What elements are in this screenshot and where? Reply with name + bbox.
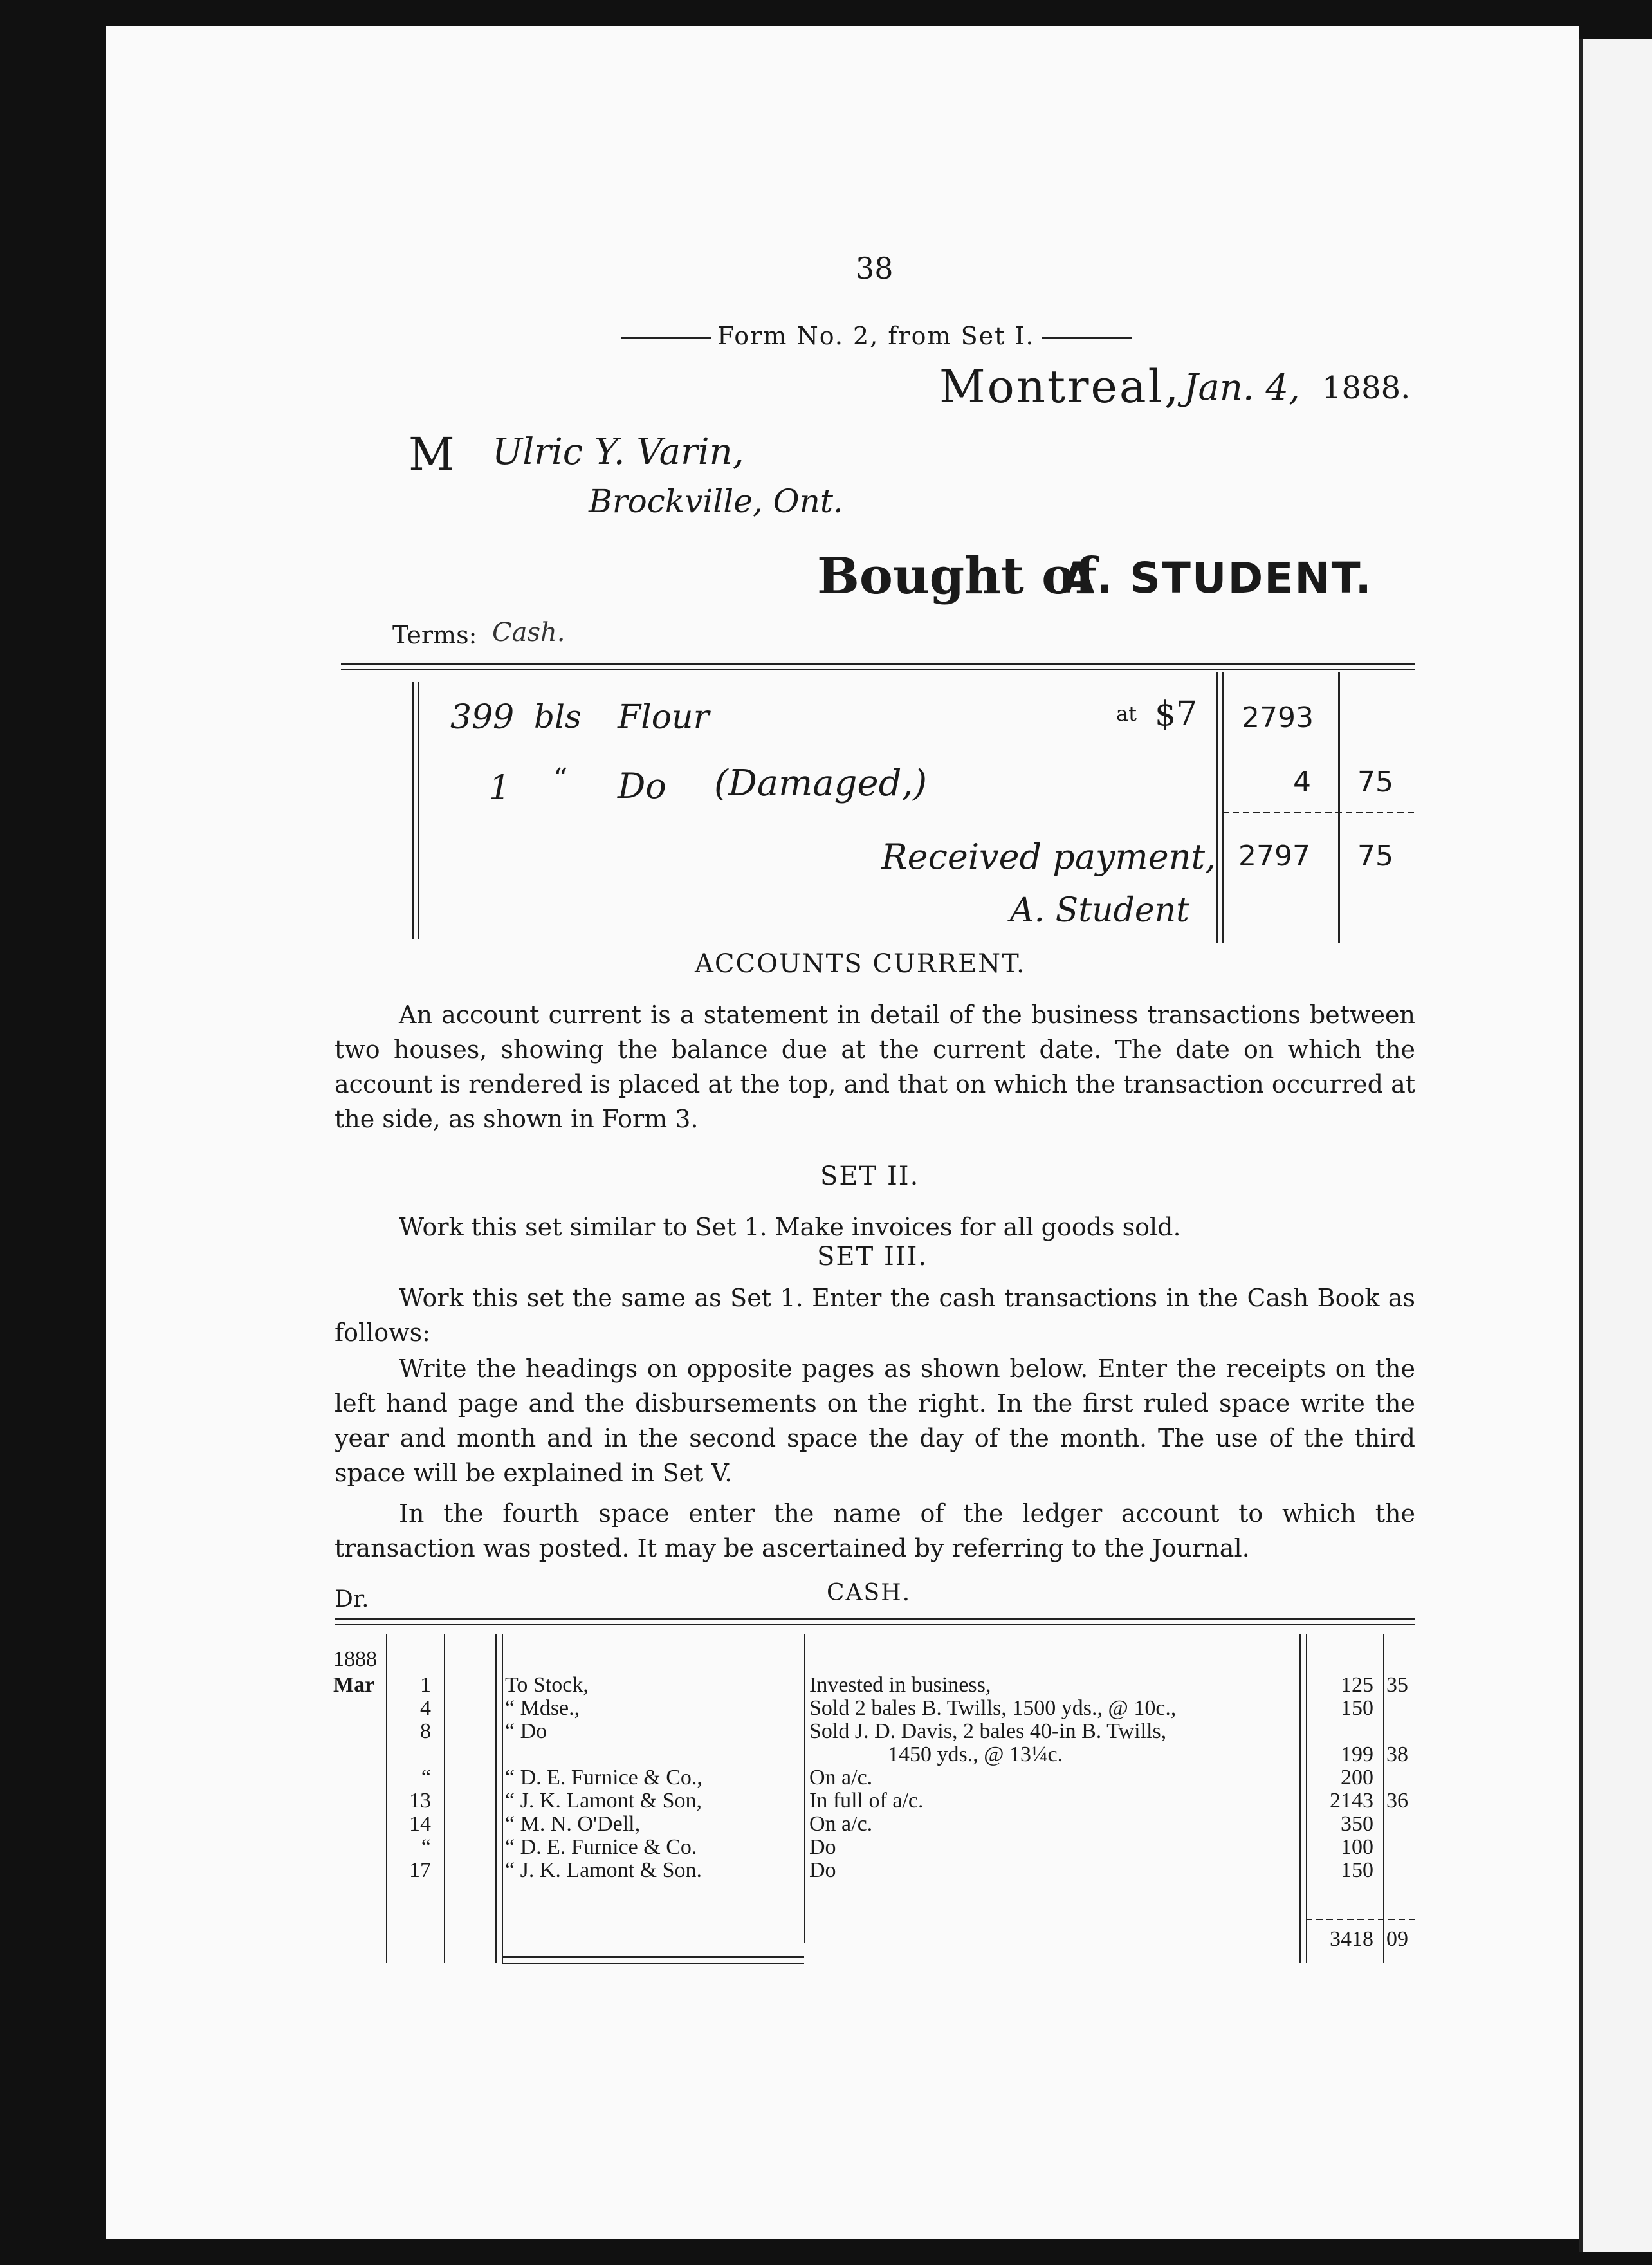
accounts-current-paragraph [335,997,1415,1136]
set-iii-paragraph-2 [335,1351,1415,1490]
cash-heading: CASH. [827,1580,912,1606]
cash-row-day: “ [421,1835,431,1859]
cash-row-day: 17 [409,1858,431,1882]
page-number: 38 [856,251,894,286]
invoice-year: 1888. [1322,370,1411,406]
accounts-current-heading: ACCOUNTS CURRENT. [695,949,1026,979]
received-payment: Received payment, [881,837,1216,877]
cash-total-cents: 09 [1386,1927,1408,1951]
cash-total-dollars: 3418 [1330,1927,1373,1951]
cash-row-description: Do [809,1835,836,1859]
cash-row-account: “ M. N. O'Dell, [505,1812,641,1836]
cash-row-description: Do [809,1858,836,1882]
cash-row-dollars: 199 [1341,1743,1373,1766]
cash-col-cents [1383,1634,1384,1963]
cash-col-account [502,1634,503,1963]
cash-row-description: Sold 2 bales B. Twills, 1500 yds., @ 10c., [809,1696,1177,1720]
item-2-description: Do [618,766,666,806]
item-2-note: (Damaged,) [714,763,928,804]
cash-top-rule-2 [335,1624,1415,1625]
item-1-description: Flour [618,698,710,737]
cash-row-day: “ [421,1766,431,1789]
cash-row-cents: 36 [1386,1789,1408,1813]
cash-row-account: “ Do [505,1719,547,1743]
cash-row-dollars: 350 [1341,1812,1373,1836]
cash-dr-label: Dr. [335,1586,369,1613]
cash-row-account: “ J. K. Lamont & Son, [505,1789,702,1813]
seller-label: Bought of [817,547,1097,606]
set-ii-heading: SET II. [820,1161,920,1191]
item-1-qty: 399 [450,698,515,737]
invoice-subtotal-rule [1222,812,1415,813]
item-2-dollars: 4 [1293,766,1311,799]
cash-row-account: “ D. E. Furnice & Co., [505,1766,702,1789]
cash-row-cents: 35 [1386,1673,1408,1697]
customer-name: Ulric Y. Varin, [492,431,744,473]
set-iii-text-3: In the fourth space enter the name of the ledger account to which the transaction was posted. It may be ascertained by referring to the Journal. [335,1499,1415,1562]
cash-col-day [444,1634,445,1963]
invoice-left-rule [412,682,414,939]
set-iii-paragraph-3 [335,1496,1415,1566]
accounts-current-text: An account current is a statement in detail of the business transactions between two houses, showing the balance due at the current date. The date on which the account is rendered is placed at the top, and that on which the transaction occurred at the side, as shown in Form 3. [335,1001,1415,1133]
cash-row-dollars: 100 [1341,1835,1373,1859]
invoice-cents-rule [1338,672,1340,943]
item-1-rate: $7 [1155,695,1198,734]
set-iii-heading: SET III. [817,1242,928,1271]
form-title-text: Form No. 2, from Set I. [717,322,1035,350]
dash-right [1042,337,1132,339]
cash-row-day: 1 [420,1673,431,1697]
cash-row-description: Invested in business, [809,1673,991,1697]
cash-row-description: On a/c. [809,1766,873,1789]
cash-row-dollars: 125 [1341,1673,1373,1697]
cash-row-day: 4 [420,1696,431,1720]
cash-col-folio [495,1634,497,1963]
cash-col-desc [804,1634,805,1943]
seller-name: A. STUDENT. [1061,553,1373,603]
cash-col-dollars [1299,1634,1301,1963]
set-iii-text-1: Work this set the same as Set 1. Enter the cash transactions in the Cash Book as follows: [335,1284,1415,1347]
set-ii-paragraph [335,1210,1415,1244]
item-2-cents: 75 [1357,766,1393,799]
cash-row-dollars: 2143 [1330,1789,1373,1813]
total-dollars: 2797 [1238,840,1310,873]
cash-row-dollars: 150 [1341,1696,1373,1720]
item-2-qty: 1 [489,769,511,808]
form-title [614,322,1138,350]
cash-month: Mar [333,1673,375,1697]
item-1-dollars: 2793 [1242,701,1314,734]
cash-row-description: In full of a/c. [809,1789,924,1813]
invoice-dollar-rule [1216,672,1218,943]
cash-row-cents: 38 [1386,1743,1408,1766]
set-iii-paragraph-1 [335,1280,1415,1350]
cash-row-account: “ J. K. Lamont & Son. [505,1858,702,1882]
cash-row-dollars: 150 [1341,1858,1373,1882]
total-cents: 75 [1357,840,1393,873]
cash-bottom-rule-2 [502,1963,804,1964]
invoice-dollar-rule-2 [1222,672,1224,943]
customer-prefix: M [408,428,455,481]
facing-page [1579,39,1652,2252]
item-1-rate-label: at [1116,701,1137,726]
invoice-left-rule-2 [418,682,419,939]
item-2-unit: “ [553,763,568,795]
invoice-top-rule-2 [341,669,1415,670]
invoice-top-rule [341,663,1415,665]
terms-label: Terms: [392,621,477,649]
cash-row-day: 13 [409,1789,431,1813]
item-1-unit: bls [534,698,582,735]
terms-value: Cash. [492,618,565,647]
cash-bottom-rule [502,1956,804,1958]
cash-row-description: 1450 yds., @ 13¼c. [888,1743,1063,1766]
dash-left [621,337,711,339]
cash-row-day: 8 [420,1719,431,1743]
cash-top-rule [335,1618,1415,1620]
cash-col-month [386,1634,387,1963]
cash-row-description: Sold J. D. Davis, 2 bales 40-in B. Twills, [809,1719,1167,1743]
cash-row-account: “ Mdse., [505,1696,580,1720]
cash-row-dollars: 200 [1341,1766,1373,1789]
cash-row-description: On a/c. [809,1812,873,1836]
set-ii-text: Work this set similar to Set 1. Make invoices for all goods sold. [399,1213,1181,1241]
cash-row-account: “ D. E. Furnice & Co. [505,1835,697,1859]
cash-row-day: 14 [409,1812,431,1836]
cash-row-account: To Stock, [505,1673,589,1697]
customer-address: Brockville, Ont. [589,483,843,520]
received-signature: A. Student [1010,891,1190,930]
cash-total-dash [1306,1919,1415,1920]
invoice-place: Montreal, [939,360,1181,413]
cash-year: 1888 [333,1647,377,1671]
set-iii-text-2: Write the headings on opposite pages as shown below. Enter the receipts on the left hand page and the disbursements on the right. In the first ruled space write the year and month and in the second space the day of the month. The use of the third space will be explained in Set V. [335,1354,1415,1487]
invoice-date: Jan. 4, [1184,367,1300,409]
